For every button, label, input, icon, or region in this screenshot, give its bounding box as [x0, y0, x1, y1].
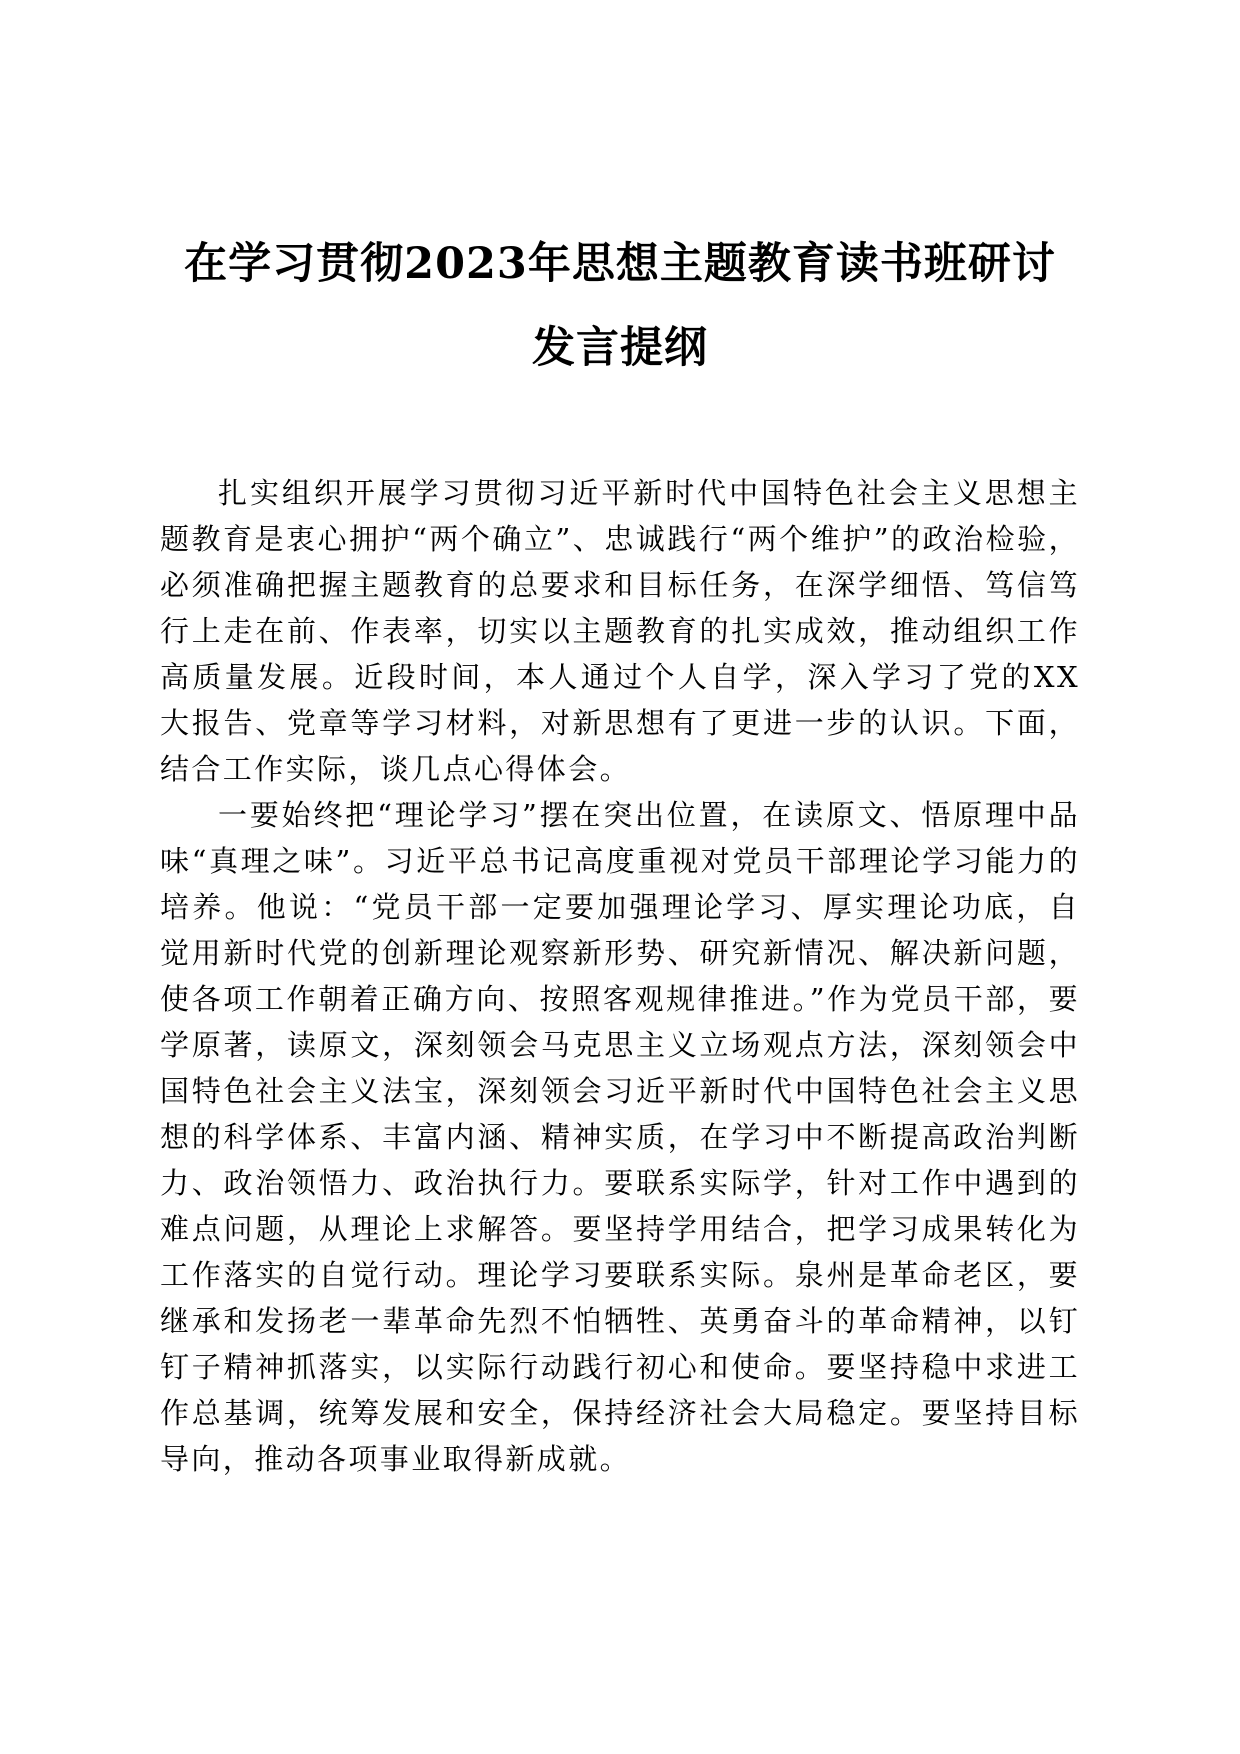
document-title-line-1: 在学习贯彻2023年思想主题教育读书班研讨 [184, 239, 1056, 289]
paragraph-intro: 扎实组织开展学习贯彻习近平新时代中国特色社会主义思想主题教育是衷心拥护“两个确立”、忠诚践行“两个维护”的政治检验，必须准确把握主题教育的总要求和目标任务，在深学细悟、笃信笃行上走在前、作表率，切实以主题教育的扎实成效，推动组织工作高质量发展。近段时间，本人通过个人自学，深入学习了党的XX大报告、党章等学习材料，对新思想有了更进一步的认识。下面，结合工作实际，谈几点心得体会。 [160, 476, 1080, 786]
document-body [160, 470, 1080, 1482]
document-title [150, 222, 1090, 390]
paragraph-theory-study: 一要始终把“理论学习”摆在突出位置，在读原文、悟原理中品味“真理之味”。习近平总书记高度重视对党员干部理论学习能力的培养。他说：“党员干部一定要加强理论学习、厚实理论功底，自觉用新时代党的创新理论观察新形势、研究新情况、解决新问题，使各项工作朝着正确方向、按照客观规律推进。”作为党员干部，要学原著，读原文，深刻领会马克思主义立场观点方法，深刻领会中国特色社会主义法宝，深刻领会习近平新时代中国特色社会主义思想的科学体系、丰富内涵、精神实质，在学习中不断提高政治判断力、政治领悟力、政治执行力。要联系实际学，针对工作中遇到的难点问题，从理论上求解答。要坚持学用结合，把学习成果转化为工作落实的自觉行动。理论学习要联系实际。泉州是革命老区，要继承和发扬老一辈革命先烈不怕牺牲、英勇奋斗的革命精神，以钉钉子精神抓落实，以实际行动践行初心和使命。要坚持稳中求进工作总基调，统筹发展和安全，保持经济社会大局稳定。要坚持目标导向，推动各项事业取得新成就。 [160, 798, 1080, 1476]
document-title-line-2: 发言提纲 [532, 323, 708, 373]
